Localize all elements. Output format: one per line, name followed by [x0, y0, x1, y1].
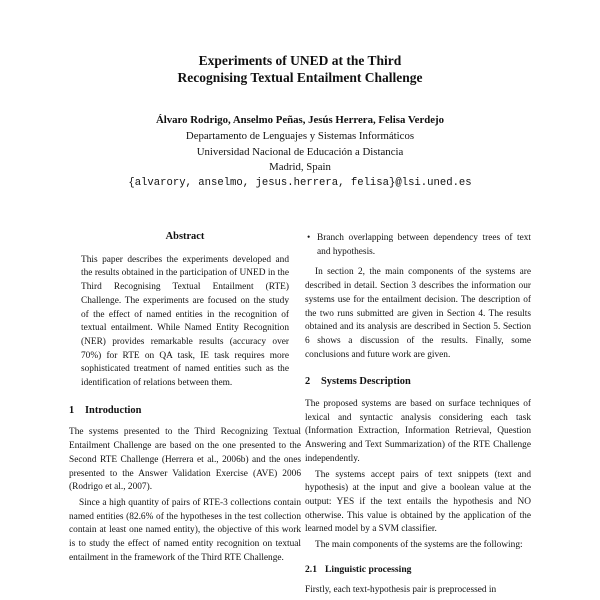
intro-paragraph-1: The systems presented to the Third Recognizing Textual Entailment Challenge are based on the one presented to the Second RTE Challenge (Herrera et al., 2006b) and the ones presented to the Answer Validation Exercise (AVE) 2006 (Rodrigo et al., 2007).	[69, 427, 301, 493]
systems-paragraph-2: The systems accept pairs of text snippets (text and hypothesis) at the input and give a boolean value at the output: YES if the text entails the hypothesis and NO otherwise. This value is obtained by the application of the learned model by a SVM classifier.	[305, 469, 531, 535]
author-email: {alvarory, anselmo, jesus.herrera, felisa}@lsi.uned.es	[128, 177, 472, 190]
abstract-heading: Abstract	[165, 231, 205, 242]
author-university: Universidad Nacional de Educación a Distancia	[196, 145, 404, 158]
abstract-text: This paper describes the experiments developed and the results obtained in the participation of UNED in the Third Recognising Textual Entailment (RTE) Challenge. The experiments are focused on the study of the effect of named entities in the recognition of textual entailment. While Named Entity Recognition (NER) provides remarkable results (accuracy over 70%) for RTE on QA task, IE task requires more sophisticated treatment of named entities such as the identification of relations between them.	[81, 254, 289, 389]
author-block	[0, 113, 600, 192]
abstract-body	[81, 254, 289, 391]
author-location: Madrid, Spain	[269, 161, 331, 174]
systems-paragraph-3: The main components of the systems are the following:	[315, 540, 523, 551]
intro-paragraph-2: Since a high quantity of pairs of RTE-3 collections contain named entities (82.6% of the hypotheses in the test collection contain at least one named entity), the objective of this work is to study the effect of named entity recognition on textual entailment in the framework of the Third RTE Challenge.	[69, 497, 301, 563]
linguistic-paragraph-1: Firstly, each text-hypothesis pair is preprocessed in	[305, 585, 497, 596]
right-column	[305, 232, 531, 598]
section-number: 1	[69, 404, 75, 416]
bullet-icon: •	[307, 233, 311, 243]
section-title: Introduction	[85, 404, 142, 416]
subsection-number: 2.1	[305, 563, 317, 575]
title-line-2: Recognising Textual Entailment Challenge	[177, 70, 423, 85]
title-line-1: Experiments of UNED at the Third	[198, 53, 402, 68]
subsection-title: Linguistic processing	[325, 563, 412, 575]
section-title: Systems Description	[321, 376, 411, 388]
left-column	[69, 230, 301, 565]
section-number: 2	[305, 376, 311, 388]
section-systems-heading	[305, 375, 531, 389]
list-item	[307, 232, 531, 259]
bullet-list	[305, 232, 531, 259]
paper-title	[0, 52, 600, 86]
bullet-text: Branch overlapping between dependency trees of text and hypothesis.	[317, 233, 531, 257]
author-department: Departamento de Lenguajes y Sistemas Informáticos	[185, 129, 415, 142]
overview-paragraph: In section 2, the main components of the systems are described in detail. Section 3 describes the information our systems use for the entailment decision. The description of the two runs submitted are given in Section 4. The results obtained and its analysis are described in Section 5. Section 6 shows a discussion of the results. Finally, some conclusions and future work are given.	[305, 267, 531, 360]
systems-paragraph-1: The proposed systems are based on surface techniques of lexical and syntactic analysis considering each task (Information Extraction, Information Retrieval, Question Answering and Text Summarization) of the RTE Challenge independently.	[305, 399, 531, 464]
section-introduction-heading	[69, 404, 301, 418]
author-names: Álvaro Rodrigo, Anselmo Peñas, Jesús Herrera, Felisa Verdejo	[155, 114, 445, 126]
subsection-linguistic-heading	[305, 563, 531, 577]
